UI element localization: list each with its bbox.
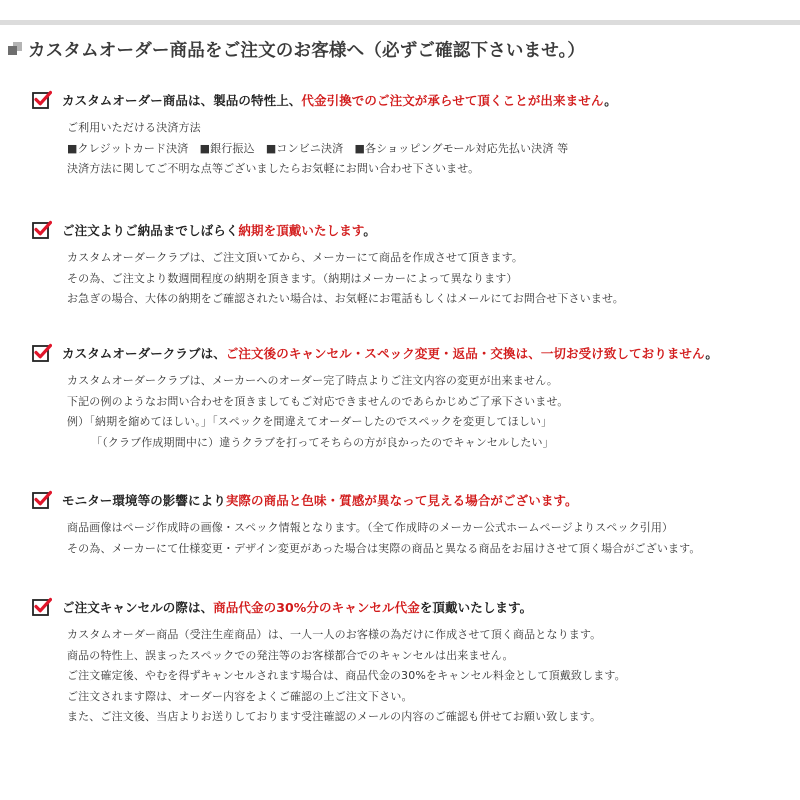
- emphasis-text: ご注文後のキャンセル・スペック変更・返品・交換は、一切お受け致しておりません: [225, 346, 706, 361]
- body-line: その為、メーカーにて仕様変更・デザイン変更があった場合は実際の商品と異なる商品をお届けさせて頂く場合がございます。: [67, 541, 701, 555]
- section-heading-text: カスタムオーダークラブは、ご注文後のキャンセル・スペック変更・返品・交換は、一切お受け致しておりません。: [62, 346, 718, 361]
- red-checkmark-icon: [32, 343, 52, 363]
- emphasis-text: 商品代金の30%分のキャンセル代金: [213, 600, 420, 615]
- red-checkmark-icon: [32, 597, 52, 617]
- notice-section-cancellation-policy: [32, 342, 792, 453]
- body-line: 商品の特性上、誤まったスペックでの発注等のお客様都合でのキャンセルは出来ません。: [67, 648, 514, 662]
- section-heading-text: ご注文キャンセルの際は、商品代金の30%分のキャンセル代金を頂戴いたします。: [62, 600, 533, 615]
- notice-section-cancellation-fee: [32, 596, 792, 728]
- section-heading: [32, 89, 792, 111]
- red-checkmark-icon: [32, 220, 52, 240]
- section-heading-text: モニター環境等の影響により実際の商品と色味・質感が異なって見える場合がございます。: [62, 493, 578, 508]
- section-body: [67, 625, 792, 728]
- emphasis-text: 実際の商品と色味・質感が異なって見える場合がございます。: [225, 493, 578, 508]
- section-heading: [32, 342, 792, 364]
- body-line: 下記の例のようなお問い合わせを頂きましてもご対応できませんのであらかじめご了承下さいませ。: [67, 394, 569, 408]
- body-line: ご利用いただける決済方法: [67, 121, 201, 134]
- emphasis-text: 代金引換でのご注文が承らせて頂くことが出来ません: [301, 93, 605, 108]
- body-line: カスタムオーダー商品（受注生産商品）は、一人一人のお客様の為だけに作成させて頂く商品となります。: [67, 628, 602, 641]
- section-heading: [32, 596, 792, 618]
- body-line: その為、ご注文より数週間程度の納期を頂きます。（納期はメーカーによって異なります）: [67, 271, 518, 285]
- page-title-text: カスタムオーダー商品をご注文のお客様へ（必ずご確認下さいませ。）: [28, 40, 586, 61]
- section-body: [67, 118, 792, 180]
- section-heading: [32, 219, 792, 241]
- section-heading-text: ご注文よりご納品までしばらく納期を頂戴いたします。: [62, 223, 377, 238]
- red-checkmark-icon: [32, 490, 52, 510]
- notice-section-monitor-colors: [32, 489, 792, 559]
- body-line: カスタムオーダークラブは、メーカーへのオーダー完了時点よりご注文内容の変更が出来ません。: [67, 374, 559, 387]
- section-body: [67, 371, 792, 453]
- notice-section-cod: [32, 89, 792, 180]
- section-heading: [32, 489, 792, 511]
- section-body: [67, 248, 792, 310]
- section-body: [67, 518, 792, 559]
- body-line: 商品画像はページ作成時の画像・スペック情報となります。（全て作成時のメーカー公式ホームページよりスペック引用）: [67, 521, 674, 534]
- body-line: 例）「納期を縮めてほしい。」「スペックを間違えてオーダーしたのでスペックを変更してほしい」: [67, 415, 553, 428]
- body-line: お急ぎの場合、大体の納期をご確認されたい場合は、お気軽にお電話もしくはメールにてお問合せ下さいませ。: [67, 292, 624, 305]
- body-line: ご注文確定後、やむを得ずキャンセルされます場合は、商品代金の30%をキャンセル料金として頂戴致します。: [67, 669, 626, 682]
- body-line: 「（クラブ作成期間中に）違うクラブを打ってそちらの方が良かったのでキャンセルしたい」: [91, 435, 554, 449]
- page-title: [8, 36, 585, 62]
- body-line: ご注文されます際は、オーダー内容をよくご確認の上ご注文下さい。: [67, 689, 413, 703]
- notice-section-delivery: [32, 219, 792, 310]
- top-divider: [0, 20, 800, 25]
- emphasis-text: 納期を頂戴いたします: [238, 223, 364, 238]
- section-heading-text: カスタムオーダー商品は、製品の特性上、代金引換でのご注文が承らせて頂くことが出来ません。: [62, 93, 617, 108]
- body-line: カスタムオーダークラブは、ご注文頂いてから、メーカーにて商品を作成させて頂きます。: [67, 251, 524, 264]
- body-line: ■クレジットカード決済 ■銀行振込 ■コンビニ決済 ■各ショッピングモール対応先払い決済 等: [67, 141, 569, 155]
- stacked-squares-icon: [8, 42, 22, 56]
- body-line: 決済方法に関してご不明な点等ございましたらお気軽にお問い合わせ下さいませ。: [67, 162, 480, 175]
- body-line: また、ご注文後、当店よりお送りしております受注確認のメールの内容のご確認も併せてお願い致します。: [67, 710, 602, 723]
- red-checkmark-icon: [32, 90, 52, 110]
